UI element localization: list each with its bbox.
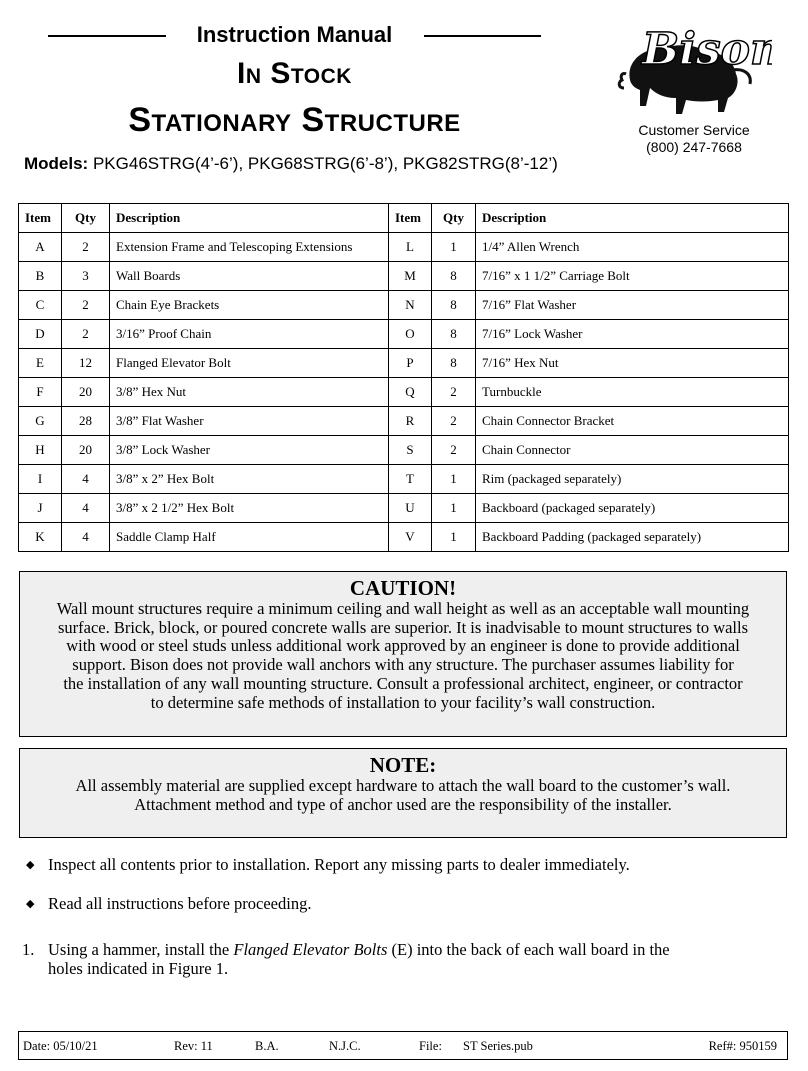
part-qty-left: 2	[62, 291, 110, 320]
note-text	[20, 777, 786, 814]
table-row	[19, 233, 789, 262]
footer-date: Date: 05/10/21	[23, 1039, 98, 1053]
part-description-right: 7/16” Flat Washer	[476, 291, 789, 320]
part-qty-right: 8	[432, 291, 476, 320]
table-row	[19, 465, 789, 494]
step-1-text: (E) into the back of each wall board in the	[387, 940, 670, 959]
caution-line: Wall mount structures require a minimum ceiling and wall height as well as an acceptable wall mounting	[56, 599, 750, 618]
part-qty-left: 28	[62, 407, 110, 436]
part-item-right: R	[389, 407, 432, 436]
caution-line: with wood or steel studs unless additional work approved by an engineer is done to provide additional	[66, 636, 740, 656]
part-item-right: S	[389, 436, 432, 465]
part-item-right: T	[389, 465, 432, 494]
part-description-left: 3/8” x 2” Hex Bolt	[110, 465, 389, 494]
part-description-left: 3/8” x 2 1/2” Hex Bolt	[110, 494, 389, 523]
part-item-right: M	[389, 262, 432, 291]
part-description-right: Backboard (packaged separately)	[476, 494, 789, 523]
part-qty-right: 2	[432, 436, 476, 465]
part-description-left: Wall Boards	[110, 262, 389, 291]
footer-file-name: ST Series.pub	[463, 1039, 533, 1053]
part-item-left: A	[19, 233, 62, 262]
part-description-right: Backboard Padding (packaged separately)	[476, 523, 789, 552]
part-item-right: U	[389, 494, 432, 523]
part-item-left: K	[19, 523, 62, 552]
part-description-right: 7/16” x 1 1/2” Carriage Bolt	[476, 262, 789, 291]
footer-initials-ba: B.A.	[255, 1039, 279, 1053]
part-description-right: 7/16” Hex Nut	[476, 349, 789, 378]
part-qty-left: 20	[62, 378, 110, 407]
manual-title-line	[48, 22, 541, 48]
part-description-left: 3/16” Proof Chain	[110, 320, 389, 349]
part-qty-right: 2	[432, 407, 476, 436]
part-description-left: 3/8” Flat Washer	[110, 407, 389, 436]
title-rule-right	[424, 35, 541, 37]
part-item-left: J	[19, 494, 62, 523]
part-description-left: Flanged Elevator Bolt	[110, 349, 389, 378]
part-qty-right: 1	[432, 233, 476, 262]
part-item-left: G	[19, 407, 62, 436]
part-item-right: N	[389, 291, 432, 320]
part-description-right: Turnbuckle	[476, 378, 789, 407]
customer-service	[606, 122, 782, 156]
bison-logo-text: Bison	[642, 24, 772, 75]
part-qty-right: 1	[432, 494, 476, 523]
part-description-left: Extension Frame and Telescoping Extensions	[110, 233, 389, 262]
diamond-bullet-icon: ◆	[26, 898, 35, 910]
part-item-left: B	[19, 262, 62, 291]
table-row	[19, 436, 789, 465]
models-label: Models:	[24, 154, 89, 173]
col-header-description: Description	[476, 204, 789, 233]
caution-heading: CAUTION!	[349, 576, 457, 600]
part-description-right: 1/4” Allen Wrench	[476, 233, 789, 262]
parts-table	[18, 203, 789, 552]
part-qty-left: 2	[62, 320, 110, 349]
step-1-part-name: Flanged Elevator Bolts	[233, 940, 388, 959]
part-item-right: P	[389, 349, 432, 378]
note-heading: NOTE:	[369, 753, 437, 777]
part-description-right: Chain Connector Bracket	[476, 407, 789, 436]
part-qty-right: 2	[432, 378, 476, 407]
part-qty-left: 4	[62, 523, 110, 552]
part-qty-left: 4	[62, 465, 110, 494]
col-header-qty: Qty	[62, 204, 110, 233]
table-row	[19, 494, 789, 523]
part-description-left: Chain Eye Brackets	[110, 291, 389, 320]
table-row	[19, 349, 789, 378]
bullet-item: Inspect all contents prior to installation. Report any missing parts to dealer immediately.	[48, 855, 630, 874]
caution-box	[19, 571, 787, 737]
part-qty-right: 8	[432, 320, 476, 349]
step-1-line-2: holes indicated in Figure 1.	[48, 959, 229, 978]
part-qty-left: 3	[62, 262, 110, 291]
part-qty-right: 1	[432, 465, 476, 494]
models-line	[24, 152, 558, 176]
part-item-right: V	[389, 523, 432, 552]
customer-service-label: Customer Service	[638, 122, 750, 138]
col-header-item: Item	[19, 204, 62, 233]
note-box	[19, 748, 787, 838]
footer-revision: Rev: 11	[174, 1039, 213, 1053]
table-row	[19, 407, 789, 436]
table-header-row	[19, 204, 789, 233]
part-qty-left: 4	[62, 494, 110, 523]
table-row	[19, 378, 789, 407]
heading-in-stock: In Stock	[237, 57, 352, 90]
bullet-item: Read all instructions before proceeding.	[48, 894, 312, 913]
table-row	[19, 523, 789, 552]
table-row	[19, 291, 789, 320]
part-item-left: F	[19, 378, 62, 407]
step-1-text: Using a hammer, install the	[48, 940, 234, 959]
part-qty-right: 1	[432, 523, 476, 552]
models-value: PKG46STRG(4’-6’), PKG68STRG(6’-8’), PKG82STRG(8’-12’)	[92, 154, 558, 173]
part-qty-left: 12	[62, 349, 110, 378]
part-description-right: 7/16” Lock Washer	[476, 320, 789, 349]
part-description-right: Chain Connector	[476, 436, 789, 465]
part-item-left: I	[19, 465, 62, 494]
part-item-right: L	[389, 233, 432, 262]
bison-logo	[612, 22, 772, 118]
part-item-left: H	[19, 436, 62, 465]
manual-title: Instruction Manual	[196, 22, 393, 47]
footer-initials-njc: N.J.C.	[329, 1039, 361, 1053]
caution-text	[20, 600, 786, 712]
part-item-left: C	[19, 291, 62, 320]
caution-line: surface. Brick, block, or poured concrete walls are superior. It is inadvisable to mount structures to walls	[57, 617, 749, 637]
part-item-left: E	[19, 349, 62, 378]
table-row	[19, 320, 789, 349]
part-qty-left: 20	[62, 436, 110, 465]
caution-line: support. Bison does not provide wall anchors with any structure. The purchaser assumes liability for	[72, 655, 734, 675]
part-description-left: Saddle Clamp Half	[110, 523, 389, 552]
note-line: Attachment method and type of anchor used are the responsibility of the installer.	[134, 794, 672, 814]
diamond-bullet-icon: ◆	[26, 859, 35, 871]
part-description-left: 3/8” Hex Nut	[110, 378, 389, 407]
caution-line: to determine safe methods of installation to your facility’s wall construction.	[150, 692, 656, 712]
part-description-left: 3/8” Lock Washer	[110, 436, 389, 465]
part-qty-left: 2	[62, 233, 110, 262]
table-row	[19, 262, 789, 291]
footer-reference: Ref#: 950159	[708, 1039, 777, 1053]
col-header-qty: Qty	[432, 204, 476, 233]
part-item-right: O	[389, 320, 432, 349]
heading-stationary-structure: Stationary Structure	[128, 101, 461, 139]
part-qty-right: 8	[432, 262, 476, 291]
col-header-description: Description	[110, 204, 389, 233]
footer-file-label: File:	[419, 1039, 442, 1053]
customer-service-phone[interactable]: (800) 247-7668	[646, 139, 742, 155]
col-header-item: Item	[389, 204, 432, 233]
part-item-right: Q	[389, 378, 432, 407]
caution-line: the installation of any wall mounting structure. Consult a professional architect, engineer, or contractor	[63, 673, 743, 693]
parts-table-body	[19, 233, 789, 552]
document-footer	[18, 1031, 788, 1060]
part-qty-right: 8	[432, 349, 476, 378]
step-1-line-1	[48, 940, 670, 959]
part-description-right: Rim (packaged separately)	[476, 465, 789, 494]
note-line: All assembly material are supplied except hardware to attach the wall board to the customer’s wall.	[75, 776, 731, 795]
part-item-left: D	[19, 320, 62, 349]
step-number: 1.	[22, 940, 35, 959]
